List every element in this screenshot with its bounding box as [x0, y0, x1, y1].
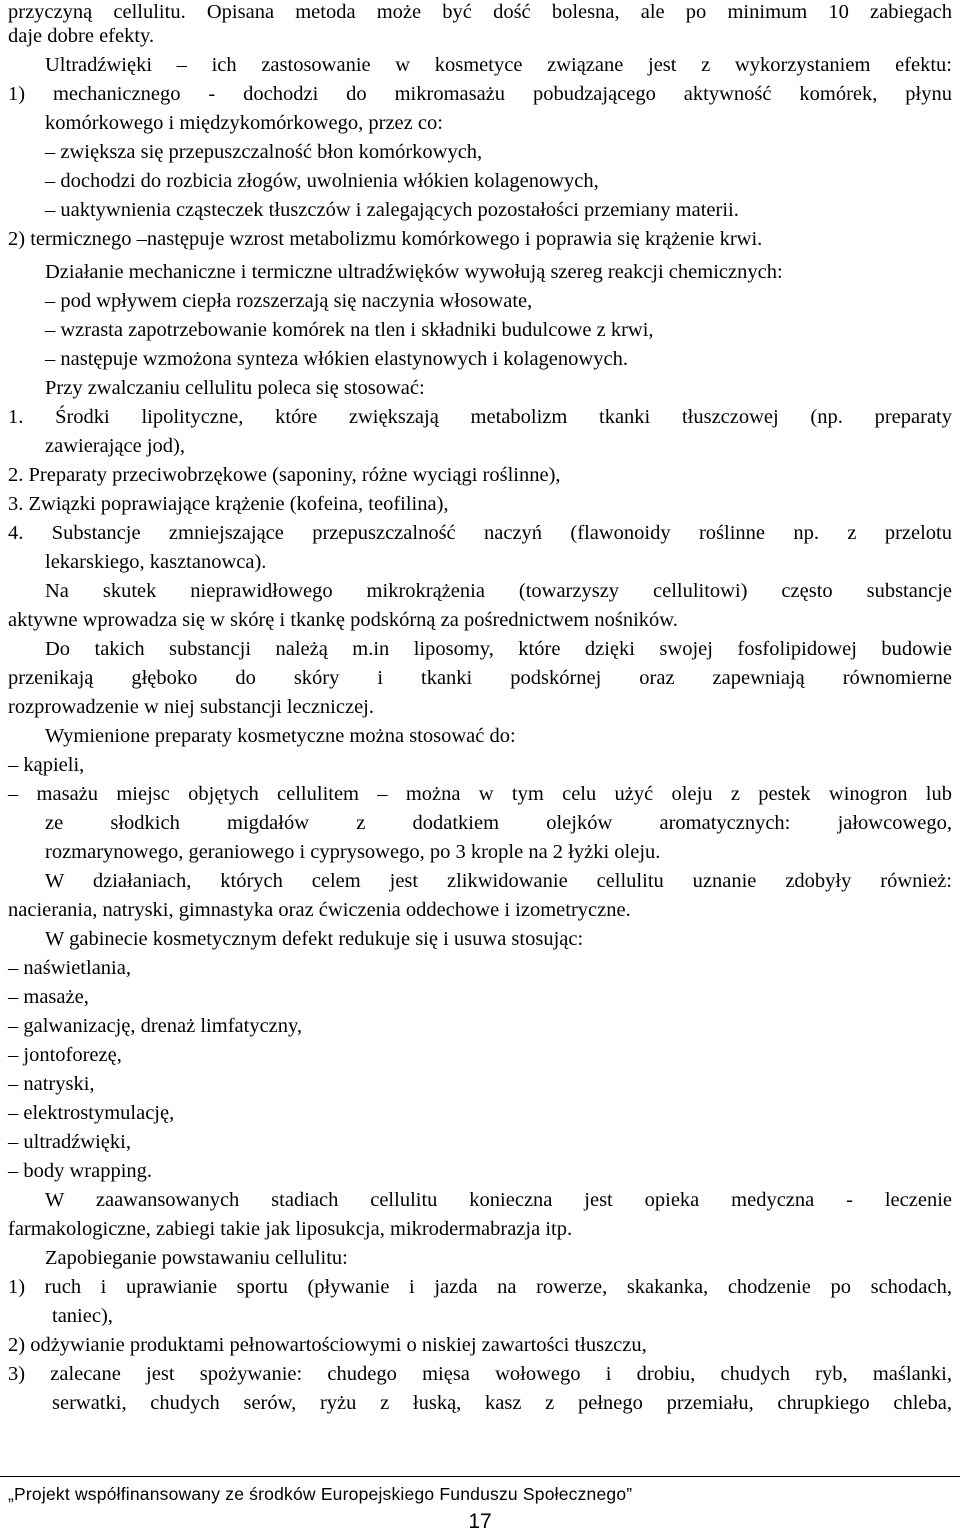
- list-item: 2. Preparaty przeciwobrzękowe (saponiny, różne wyciągi roślinne),: [8, 464, 561, 486]
- text-line: zawierające jod),: [45, 435, 185, 457]
- text-line: serwatki, chudych serów, ryżu z łuską, kasz z pełnego przemiału, chrupkiego chleba,: [52, 1392, 952, 1414]
- text-line: taniec),: [52, 1305, 113, 1327]
- list-item: – jontoforezę,: [8, 1044, 122, 1066]
- text-line: farmakologiczne, zabiegi takie jak liposukcja, mikrodermabrazja itp.: [8, 1218, 573, 1240]
- list-item: – natryski,: [8, 1073, 95, 1095]
- text-line: W zaawansowanych stadiach cellulitu konieczna jest opieka medyczna - leczenie: [45, 1189, 952, 1211]
- list-item: – masaże,: [8, 986, 89, 1008]
- text-line: lekarskiego, kasztanowca).: [45, 551, 267, 573]
- list-item: 3) zalecane jest spożywanie: chudego mięsa wołowego i drobiu, chudych ryb, maślanki,: [8, 1363, 952, 1385]
- text-line: Zapobieganie powstawaniu cellulitu:: [45, 1247, 348, 1269]
- page-number: 17: [468, 1510, 492, 1533]
- list-item: – galwanizację, drenaż limfatyczny,: [8, 1015, 303, 1037]
- text-line: rozmarynowego, geraniowego i cyprysowego, po 3 krople na 2 łyżki oleju.: [45, 841, 661, 863]
- text-line: przenikają głęboko do skóry i tkanki podskórnej oraz zapewniają równomierne: [8, 667, 952, 689]
- list-item: 1) ruch i uprawianie sportu (pływanie i jazda na rowerze, skakanka, chodzenie po schodach,: [8, 1276, 952, 1298]
- list-item: – kąpieli,: [8, 754, 85, 776]
- text-line: Przy zwalczaniu cellulitu poleca się stosować:: [45, 377, 425, 399]
- list-item: – ultradźwięki,: [8, 1131, 131, 1153]
- text-line: nacierania, natryski, gimnastyka oraz ćwiczenia oddechowe i izometryczne.: [8, 899, 631, 921]
- list-item: – elektrostymulację,: [8, 1102, 175, 1124]
- text-line: rozprowadzenie w niej substancji leczniczej.: [8, 696, 374, 718]
- text-line: Ultradźwięki – ich zastosowanie w kosmetyce związane jest z wykorzystaniem efektu:: [45, 54, 952, 76]
- text-line: Do takich substancji należą m.in liposomy, które dzięki swojej fosfolipidowej budowie: [45, 638, 952, 660]
- list-item: – masażu miejsc objętych cellulitem – można w tym celu użyć oleju z pestek winogron lub: [8, 783, 952, 805]
- text-line: Wymienione preparaty kosmetyczne można stosować do:: [45, 725, 516, 747]
- list-item: – wzrasta zapotrzebowanie komórek na tlen i składniki budulcowe z krwi,: [45, 319, 654, 341]
- text-line: Na skutek nieprawidłowego mikrokrążenia (towarzyszy cellulitowi) często substancje: [45, 580, 952, 602]
- text-line: W gabinecie kosmetycznym defekt redukuje się i usuwa stosując:: [45, 928, 584, 950]
- text-line: komórkowego i międzykomórkowego, przez co:: [45, 112, 443, 134]
- list-item: – body wrapping.: [8, 1160, 153, 1182]
- footer-project-note: „Projekt współfinansowany ze środków Europejskiego Funduszu Społecznego”: [8, 1484, 633, 1504]
- text-line: przyczyną cellulitu. Opisana metoda może być dość bolesna, ale po minimum 10 zabiegach: [8, 1, 952, 23]
- list-item: 3. Związki poprawiające krążenie (kofeina, teofilina),: [8, 493, 449, 515]
- text-line: W działaniach, których celem jest zlikwidowanie cellulitu uznanie zdobyły również:: [45, 870, 952, 892]
- text-line: Działanie mechaniczne i termiczne ultradźwięków wywołują szereg reakcji chemicznych:: [45, 261, 783, 283]
- list-item: – następuje wzmożona synteza włókien elastynowych i kolagenowych.: [45, 348, 628, 370]
- text-line: aktywne wprowadza się w skórę i tkankę podskórną za pośrednictwem nośników.: [8, 609, 678, 631]
- list-item: – zwiększa się przepuszczalność błon komórkowych,: [45, 141, 483, 163]
- list-item: – pod wpływem ciepła rozszerzają się naczynia włosowate,: [45, 290, 533, 312]
- text-line: ze słodkich migdałów z dodatkiem olejków aromatycznych: jałowcowego,: [45, 812, 952, 834]
- list-item: – dochodzi do rozbicia złogów, uwolnienia włókien kolagenowych,: [45, 170, 599, 192]
- list-item: – naświetlania,: [8, 957, 131, 979]
- text-line: 2) termicznego –następuje wzrost metabolizmu komórkowego i poprawia się krążenie krwi.: [8, 228, 763, 250]
- footer-divider: [0, 1476, 960, 1477]
- text-line: daje dobre efekty.: [8, 25, 155, 47]
- text-line: 1) mechanicznego - dochodzi do mikromasażu pobudzającego aktywność komórek, płynu: [8, 83, 952, 105]
- list-item: 1. Środki lipolityczne, które zwiększają metabolizm tkanki tłuszczowej (np. preparaty: [8, 406, 952, 428]
- list-item: 2) odżywianie produktami pełnowartościowymi o niskiej zawartości tłuszczu,: [8, 1334, 647, 1356]
- list-item: – uaktywnienia cząsteczek tłuszczów i zalegających pozostałości przemiany materii.: [45, 199, 739, 221]
- list-item: 4. Substancje zmniejszające przepuszczalność naczyń (flawonoidy roślinne np. z przelotu: [8, 522, 952, 544]
